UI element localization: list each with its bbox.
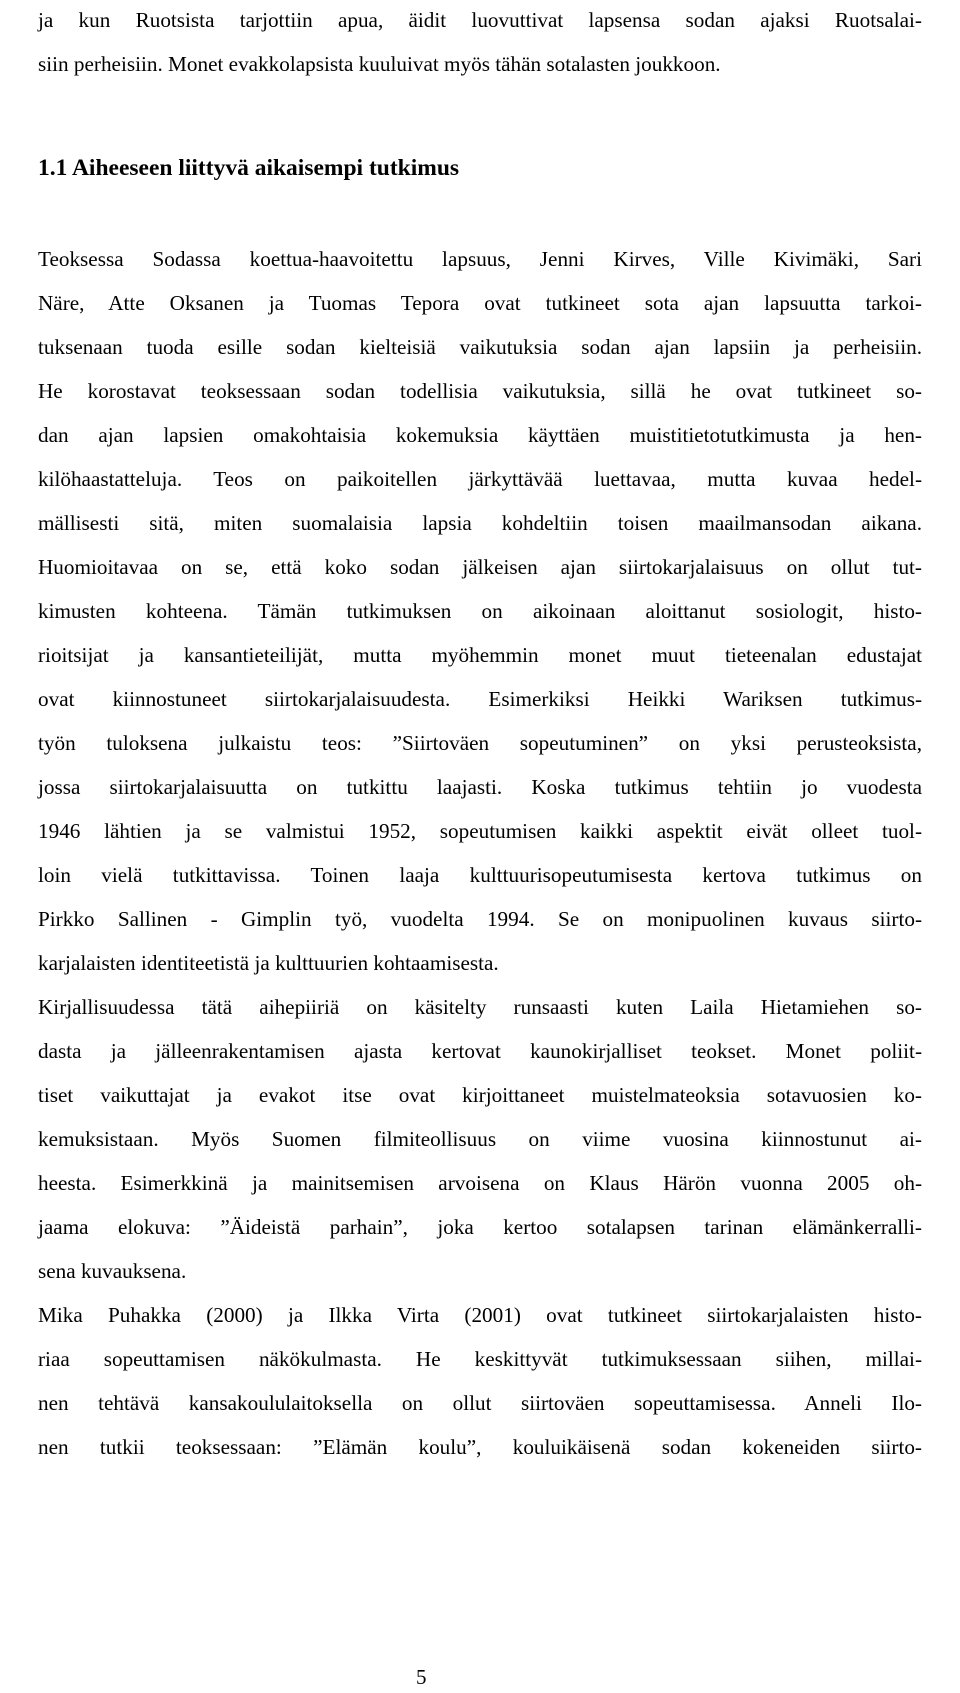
- text-line: Näre, Atte Oksanen ja Tuomas Tepora ovat tutkineet sota ajan lapsuutta tarkoi-: [38, 291, 922, 315]
- text-line: nen tehtävä kansakoululaitoksella on ollut siirtoväen sopeuttamisessa. Anneli Ilo-: [38, 1391, 922, 1415]
- body-text: [38, 237, 922, 1469]
- text-line: kilöhaastatteluja. Teos on paikoitellen järkyttävää luettavaa, mutta kuvaa hedel-: [38, 467, 922, 491]
- text-line: tiset vaikuttajat ja evakot itse ovat kirjoittaneet muistelmateoksia sotavuosien ko-: [38, 1083, 922, 1107]
- text-line: jossa siirtokarjalaisuutta on tutkittu laajasti. Koska tutkimus tehtiin jo vuodesta: [38, 775, 922, 799]
- text-line: He korostavat teoksessaan sodan todellisia vaikutuksia, sillä he ovat tutkineet so-: [38, 379, 922, 403]
- text-line: tuksenaan tuoda esille sodan kielteisiä vaikutuksia sodan ajan lapsiin ja perheisiin.: [38, 335, 922, 359]
- text-line: työn tuloksena julkaistu teos: ”Siirtoväen sopeutuminen” on yksi perusteoksista,: [38, 731, 922, 755]
- text-line: kemuksistaan. Myös Suomen filmiteollisuus on viime vuosina kiinnostunut ai-: [38, 1127, 922, 1151]
- text-line: mällisesti sitä, miten suomalaisia lapsia kohdeltiin toisen maailmansodan aikana.: [38, 511, 922, 535]
- text-line: dan ajan lapsien omakohtaisia kokemuksia käyttäen muistitietotutkimusta ja hen-: [38, 423, 922, 447]
- text-line: loin vielä tutkittavissa. Toinen laaja kulttuurisopeutumisesta kertova tutkimus on: [38, 863, 922, 887]
- intro-paragraph: [38, 0, 922, 86]
- text-line: 1946 lähtien ja se valmistui 1952, sopeutumisen kaikki aspektit eivät olleet tuol-: [38, 819, 922, 843]
- text-line: Kirjallisuudessa tätä aihepiiriä on käsitelty runsaasti kuten Laila Hietamiehen so-: [38, 995, 922, 1019]
- text-line: dasta ja jälleenrakentamisen ajasta kertovat kaunokirjalliset teokset. Monet poliit-: [38, 1039, 922, 1063]
- text-line: karjalaisten identiteetistä ja kulttuurien kohtaamisesta.: [38, 951, 499, 975]
- text-line: Pirkko Sallinen - Gimplin työ, vuodelta 1994. Se on monipuolinen kuvaus siirto-: [38, 907, 922, 931]
- text-line: sena kuvauksena.: [38, 1259, 187, 1283]
- text-line: rioitsijat ja kansantieteilijät, mutta myöhemmin monet muut tieteenalan edustajat: [38, 643, 922, 667]
- text-line: nen tutkii teoksessaan: ”Elämän koulu”, kouluikäisenä sodan kokeneiden siirto-: [38, 1435, 922, 1459]
- text-line: heesta. Esimerkkinä ja mainitsemisen arvoisena on Klaus Härön vuonna 2005 oh-: [38, 1171, 922, 1195]
- page-number: 5: [416, 1665, 427, 1689]
- text-line: siin perheisiin. Monet evakkolapsista kuuluivat myös tähän sotalasten joukkoon.: [38, 52, 721, 76]
- text-line: jaama elokuva: ”Äideistä parhain”, joka kertoo sotalapsen tarinan elämänkerralli-: [38, 1215, 922, 1239]
- text-line: ja kun Ruotsista tarjottiin apua, äidit luovuttivat lapsensa sodan ajaksi Ruotsalai-: [38, 8, 922, 32]
- text-line: Teoksessa Sodassa koettua-haavoitettu lapsuus, Jenni Kirves, Ville Kivimäki, Sari: [38, 247, 922, 271]
- text-line: ovat kiinnostuneet siirtokarjalaisuudesta. Esimerkiksi Heikki Wariksen tutkimus-: [38, 687, 922, 711]
- text-line: kimusten kohteena. Tämän tutkimuksen on aikoinaan aloittanut sosiologit, histo-: [38, 599, 922, 623]
- text-line: Mika Puhakka (2000) ja Ilkka Virta (2001) ovat tutkineet siirtokarjalaisten histo-: [38, 1303, 922, 1327]
- text-line: Huomioitavaa on se, että koko sodan jälkeisen ajan siirtokarjalaisuus on ollut tut-: [38, 555, 922, 579]
- text-line: riaa sopeuttamisen näkökulmasta. He keskittyvät tutkimuksessaan siihen, millai-: [38, 1347, 922, 1371]
- section-heading: 1.1 Aiheeseen liittyvä aikaisempi tutkimus: [38, 155, 460, 181]
